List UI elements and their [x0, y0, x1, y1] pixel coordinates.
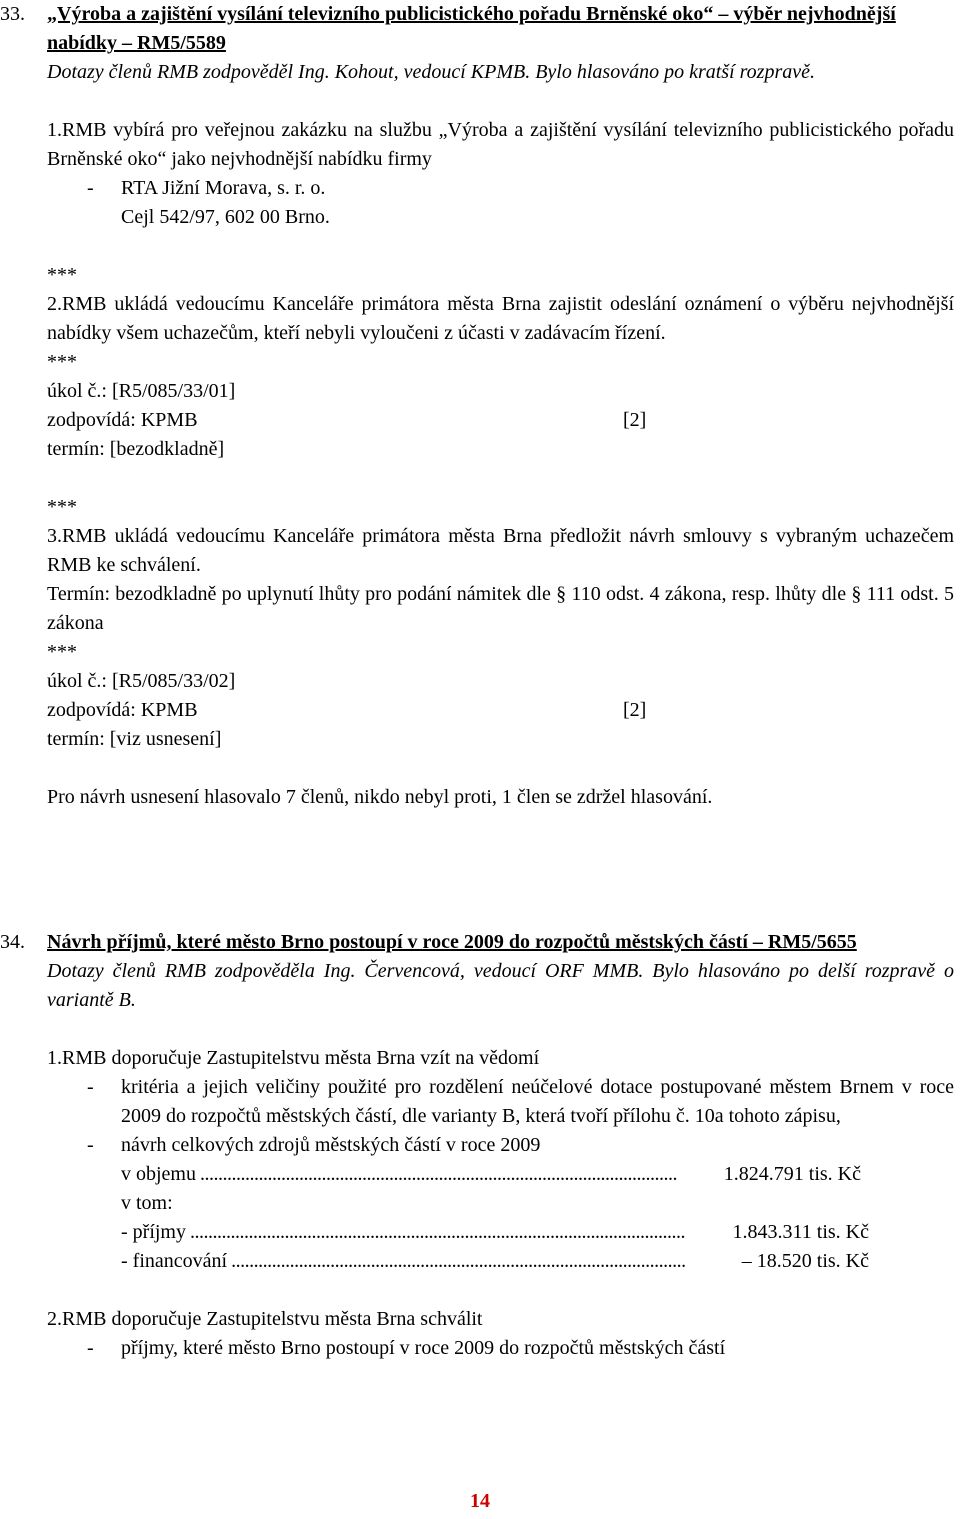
- income-label: - příjmy: [121, 1221, 186, 1243]
- volume-amount: 1.824.791 tis. Kč: [723, 1163, 861, 1185]
- of-which-label: v tom:: [121, 1192, 173, 1214]
- responsible-code: [2]: [623, 699, 647, 721]
- discussion-note: Dotazy členů RMB zodpověděl Ing. Kohout, vedoucí KPMB. Bylo hlasováno po kratší rozpravě.: [47, 61, 815, 83]
- income-amount: 1.843.311 tis. Kč: [732, 1221, 869, 1243]
- deadline: termín: [viz usnesení]: [47, 728, 222, 750]
- responsible-row: [47, 696, 954, 725]
- volume-label: v objemu: [121, 1163, 196, 1185]
- responsible-row: [47, 406, 954, 435]
- criteria-entry: [47, 1073, 954, 1131]
- separator: ***: [47, 264, 77, 286]
- separator: ***: [47, 641, 77, 663]
- resolution-2: 2.RMB doporučuje Zastupitelstvu města Brna schválit: [47, 1308, 483, 1330]
- dash-bullet: -: [87, 1337, 94, 1359]
- deadline: termín: [bezodkladně]: [47, 438, 225, 460]
- item-title: „Výroba a zajištění vysílání televizního publicistického pořadu Brněnské oko“ – výběr nejvhodnější nabídky – RM5/5589: [47, 3, 896, 54]
- financing-amount: – 18.520 tis. Kč: [741, 1250, 869, 1272]
- dash-bullet: -: [87, 1134, 94, 1156]
- item-number: 34.: [0, 931, 25, 953]
- criteria-text: kritéria a jejich veličiny použité pro rozdělení neúčelové dotace postupované městem Brnem v roce 2009 do rozpočtů městských částí, dle varianty B, která tvoří přílohu č. 10a tohoto zápisu,: [121, 1076, 954, 1127]
- financing-row: [47, 1247, 954, 1276]
- resolution-1: 1.RMB vybírá pro veřejnou zakázku na službu „Výroba a zajištění vysílání televizního publicistického pořadu Brněnské oko“ jako nejvhodnější nabídku firmy: [47, 119, 954, 170]
- task-number: úkol č.: [R5/085/33/01]: [47, 380, 236, 402]
- leader-dots: [190, 1218, 685, 1247]
- resolution-2: 2.RMB ukládá vedoucímu Kanceláře primátora města Brna zajistit odeslání oznámení o výběru nejvhodnější nabídky všem uchazečům, kteří nebyli vyloučeni z účasti v zadávacím řízení.: [47, 293, 954, 344]
- discussion-note: Dotazy členů RMB zodpověděla Ing. Červencová, vedoucí ORF MMB. Bylo hlasováno po delší rozpravě o variantě B.: [47, 960, 954, 1011]
- firm-address: Cejl 542/97, 602 00 Brno.: [121, 206, 330, 228]
- item-body: [47, 0, 954, 812]
- volume-row: [47, 1160, 954, 1189]
- item-number: 33.: [0, 3, 25, 25]
- dash-bullet: -: [87, 177, 94, 199]
- separator: ***: [47, 351, 77, 373]
- page-number: 14: [470, 1490, 490, 1512]
- responsible-code: [2]: [623, 409, 647, 431]
- item-body: [47, 928, 954, 1363]
- resolution-1: 1.RMB doporučuje Zastupitelstvu města Brna vzít na vědomí: [47, 1047, 540, 1069]
- resolution-3: 3.RMB ukládá vedoucímu Kanceláře primátora města Brna předložit návrh smlouvy s vybraným uchazečem RMB ke schválení.: [47, 525, 954, 576]
- income-approval-entry: [47, 1334, 954, 1363]
- leader-dots: [231, 1247, 685, 1276]
- item-title: Návrh příjmů, které město Brno postoupí v roce 2009 do rozpočtů městských částí – RM5/5655: [47, 931, 857, 953]
- firm-entry: [47, 174, 954, 203]
- responsible: zodpovídá: KPMB: [47, 699, 198, 721]
- income-approval-text: příjmy, které město Brno postoupí v roce 2009 do rozpočtů městských částí: [121, 1337, 726, 1359]
- firm-name: RTA Jižní Morava, s. r. o.: [121, 177, 326, 199]
- resolution-3-term: Termín: bezodkladně po uplynutí lhůty pro podání námitek dle § 110 odst. 4 zákona, resp. lhůty dle § 111 odst. 5 zákona: [47, 583, 954, 634]
- dash-bullet: -: [87, 1076, 94, 1098]
- leader-dots: [200, 1160, 677, 1189]
- vote-result: Pro návrh usnesení hlasovalo 7 členů, nikdo nebyl proti, 1 člen se zdržel hlasování.: [47, 786, 713, 808]
- resources-entry: [47, 1131, 954, 1160]
- financing-label: - financování: [121, 1250, 228, 1272]
- task-number: úkol č.: [R5/085/33/02]: [47, 670, 236, 692]
- resources-text: návrh celkových zdrojů městských částí v roce 2009: [121, 1134, 541, 1156]
- separator: ***: [47, 496, 77, 518]
- responsible: zodpovídá: KPMB: [47, 409, 198, 431]
- income-row: [47, 1218, 954, 1247]
